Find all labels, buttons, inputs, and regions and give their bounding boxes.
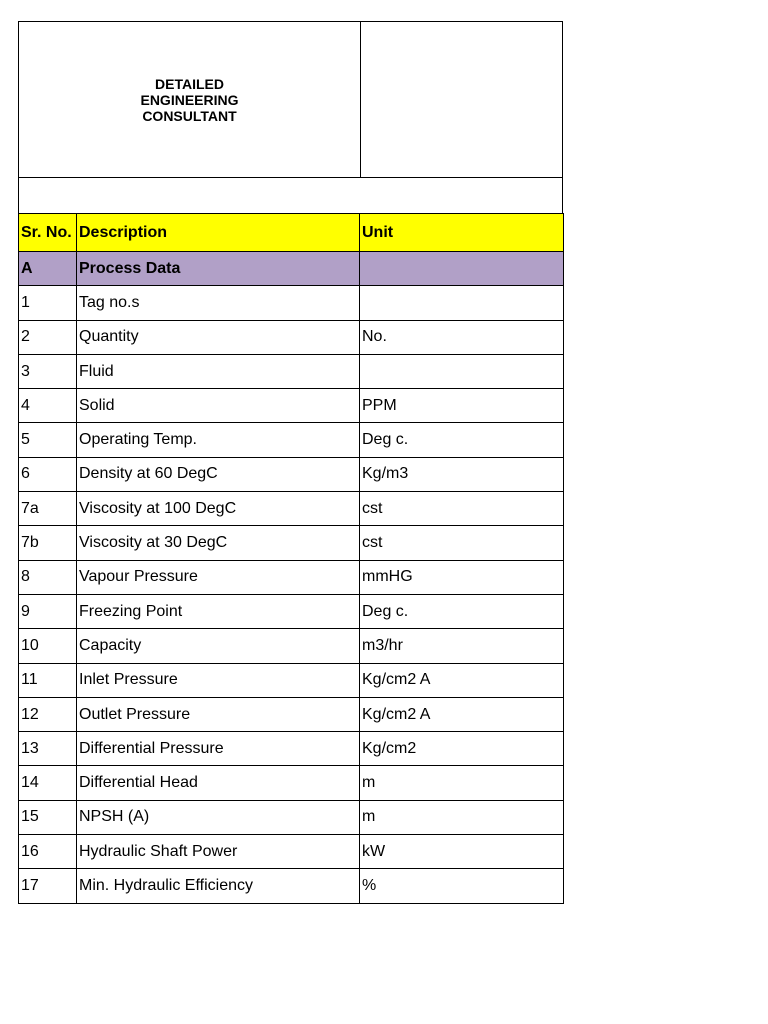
unit-cell	[360, 286, 564, 320]
sr-cell: 9	[19, 594, 77, 628]
consultant-label: DETAILED ENGINEERING CONSULTANT	[19, 22, 361, 177]
unit-cell: No.	[360, 320, 564, 354]
table-row	[19, 492, 564, 526]
section-unit	[360, 252, 564, 286]
table-row	[19, 457, 564, 491]
process-data-table	[18, 213, 564, 904]
table-row	[19, 389, 564, 423]
unit-cell: kW	[360, 835, 564, 869]
sr-cell: 7a	[19, 492, 77, 526]
description-cell: Viscosity at 30 DegC	[77, 526, 360, 560]
table-row	[19, 732, 564, 766]
sr-cell: 14	[19, 766, 77, 800]
table-header-row	[19, 214, 564, 252]
unit-cell: m3/hr	[360, 629, 564, 663]
header-block	[18, 21, 563, 178]
sr-cell: 12	[19, 697, 77, 731]
sr-cell: 6	[19, 457, 77, 491]
unit-cell: cst	[360, 526, 564, 560]
description-cell: Hydraulic Shaft Power	[77, 835, 360, 869]
table-row	[19, 663, 564, 697]
section-description: Process Data	[77, 252, 360, 286]
sr-cell: 10	[19, 629, 77, 663]
sr-cell: 5	[19, 423, 77, 457]
unit-cell: mmHG	[360, 560, 564, 594]
unit-cell: Deg c.	[360, 594, 564, 628]
column-header-description: Description	[77, 214, 360, 252]
unit-cell: Kg/m3	[360, 457, 564, 491]
description-cell: NPSH (A)	[77, 800, 360, 834]
description-cell: Solid	[77, 389, 360, 423]
unit-cell: %	[360, 869, 564, 903]
description-cell: Viscosity at 100 DegC	[77, 492, 360, 526]
datasheet	[18, 21, 563, 904]
spacer-row	[18, 178, 563, 213]
section-row	[19, 252, 564, 286]
table-row	[19, 629, 564, 663]
description-cell: Density at 60 DegC	[77, 457, 360, 491]
description-cell: Vapour Pressure	[77, 560, 360, 594]
table-row	[19, 320, 564, 354]
unit-cell: m	[360, 800, 564, 834]
unit-cell: m	[360, 766, 564, 800]
sr-cell: 7b	[19, 526, 77, 560]
table-row	[19, 354, 564, 388]
description-cell: Quantity	[77, 320, 360, 354]
sr-cell: 4	[19, 389, 77, 423]
description-cell: Operating Temp.	[77, 423, 360, 457]
sr-cell: 16	[19, 835, 77, 869]
description-cell: Differential Head	[77, 766, 360, 800]
sr-cell: 1	[19, 286, 77, 320]
unit-cell: Deg c.	[360, 423, 564, 457]
sr-cell: 15	[19, 800, 77, 834]
table-row	[19, 800, 564, 834]
sr-cell: 2	[19, 320, 77, 354]
description-cell: Tag no.s	[77, 286, 360, 320]
section-sr: A	[19, 252, 77, 286]
column-header-sr-no: Sr. No.	[19, 214, 77, 252]
sr-cell: 3	[19, 354, 77, 388]
sr-cell: 11	[19, 663, 77, 697]
description-cell: Capacity	[77, 629, 360, 663]
description-cell: Fluid	[77, 354, 360, 388]
description-cell: Freezing Point	[77, 594, 360, 628]
sr-cell: 8	[19, 560, 77, 594]
unit-cell: cst	[360, 492, 564, 526]
unit-cell	[360, 354, 564, 388]
table-row	[19, 560, 564, 594]
table-row	[19, 697, 564, 731]
sr-cell: 17	[19, 869, 77, 903]
unit-cell: Kg/cm2 A	[360, 697, 564, 731]
sr-cell: 13	[19, 732, 77, 766]
table-row	[19, 766, 564, 800]
unit-cell: Kg/cm2 A	[360, 663, 564, 697]
table-row	[19, 286, 564, 320]
table-row	[19, 869, 564, 903]
header-blank-cell	[361, 22, 562, 177]
table-row	[19, 423, 564, 457]
description-cell: Differential Pressure	[77, 732, 360, 766]
unit-cell: PPM	[360, 389, 564, 423]
table-row	[19, 526, 564, 560]
description-cell: Inlet Pressure	[77, 663, 360, 697]
table-row	[19, 594, 564, 628]
column-header-unit: Unit	[360, 214, 564, 252]
unit-cell: Kg/cm2	[360, 732, 564, 766]
table-row	[19, 835, 564, 869]
description-cell: Outlet Pressure	[77, 697, 360, 731]
description-cell: Min. Hydraulic Efficiency	[77, 869, 360, 903]
